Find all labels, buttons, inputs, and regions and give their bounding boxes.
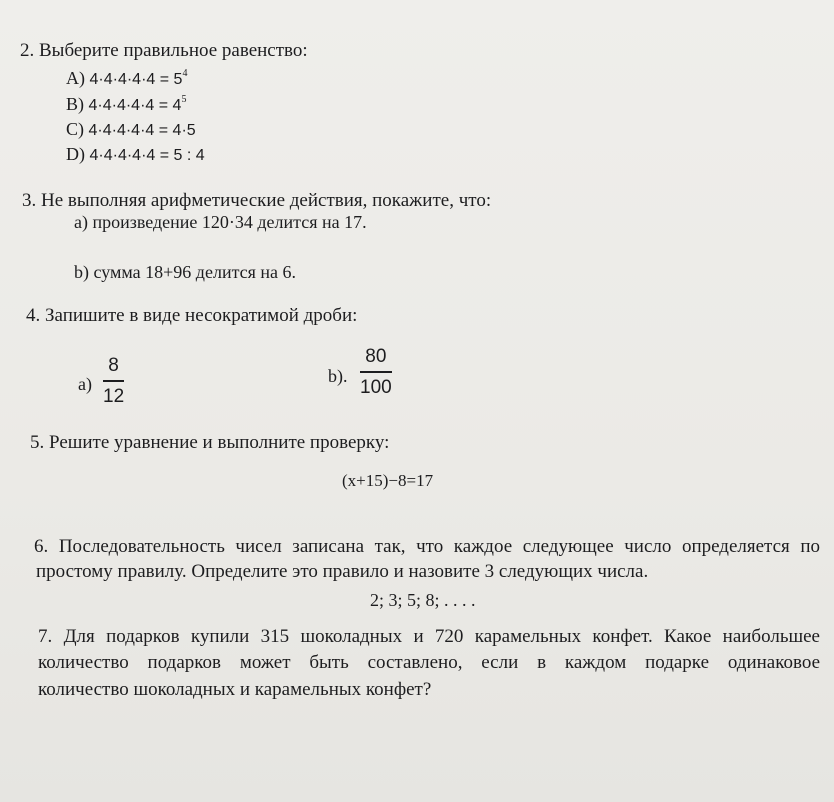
q4-title: 4. Запишите в виде несократимой дроби: (26, 305, 358, 326)
fraction-bar (103, 380, 124, 382)
q4-fraction-a (103, 355, 124, 408)
q4-a-denominator: 12 (103, 385, 125, 407)
q3-title: 3. Не выполняя арифметические действия, покажите, что: (22, 190, 492, 211)
q6-line-1: 6. Последовательность чисел записана так, что каждое следующее число определяется по (34, 536, 820, 557)
q4-b-denominator: 100 (360, 376, 392, 398)
q4-fraction-b (360, 346, 392, 399)
q2-option-b-expr: 4·4·4·4·4 = 4 (88, 97, 182, 114)
q4-a-numerator: 8 (108, 355, 119, 376)
q2-option-d-letter: D) (66, 144, 85, 164)
q4-b-numerator: 80 (365, 346, 387, 367)
q2-title: 2. Выберите правильное равенство: (20, 40, 308, 61)
q2-option-c-letter: C) (66, 119, 84, 139)
q2-option-c-expr: 4·4·4·4·4 = 4·5 (88, 122, 196, 139)
q4-a-label: a) (78, 374, 92, 394)
q2-option-a-expr: 4·4·4·4·4 = 5 (89, 71, 183, 88)
q5-title: 5. Решите уравнение и выполните проверку: (30, 432, 390, 453)
q3-item-a: a) произведение 120·34 делится на 17. (74, 212, 367, 232)
fraction-bar (360, 371, 392, 373)
q2-option-b-exponent: 5 (181, 94, 187, 105)
q2-option-b-letter: B) (66, 94, 84, 114)
q5-equation: (x+15)−8=17 (342, 471, 434, 490)
q6-line-2: простому правилу. Определите это правило и назовите 3 следующих числа. (36, 561, 649, 582)
q3-item-b: b) сумма 18+96 делится на 6. (74, 262, 297, 282)
q2-option-c (66, 119, 196, 140)
q7-line-3: количество шоколадных и карамельных конфет? (38, 679, 432, 700)
q2-option-a (66, 68, 187, 89)
q7-line-2: количество подарков может быть составлено, если в каждом подарке одинаковое (38, 652, 820, 673)
q2-option-d (66, 144, 205, 165)
q6-sequence: 2; 3; 5; 8; . . . . (370, 590, 476, 610)
q2-option-b (66, 94, 186, 115)
q2-option-a-letter: A) (66, 68, 85, 88)
q7-line-1: 7. Для подарков купили 315 шоколадных и 720 карамельных конфет. Какое наибольшее (38, 626, 820, 647)
q2-option-d-expr: 4·4·4·4·4 = 5 : 4 (89, 147, 205, 164)
q4-b-label: b). (328, 366, 348, 386)
q2-option-a-exponent: 4 (182, 68, 188, 79)
